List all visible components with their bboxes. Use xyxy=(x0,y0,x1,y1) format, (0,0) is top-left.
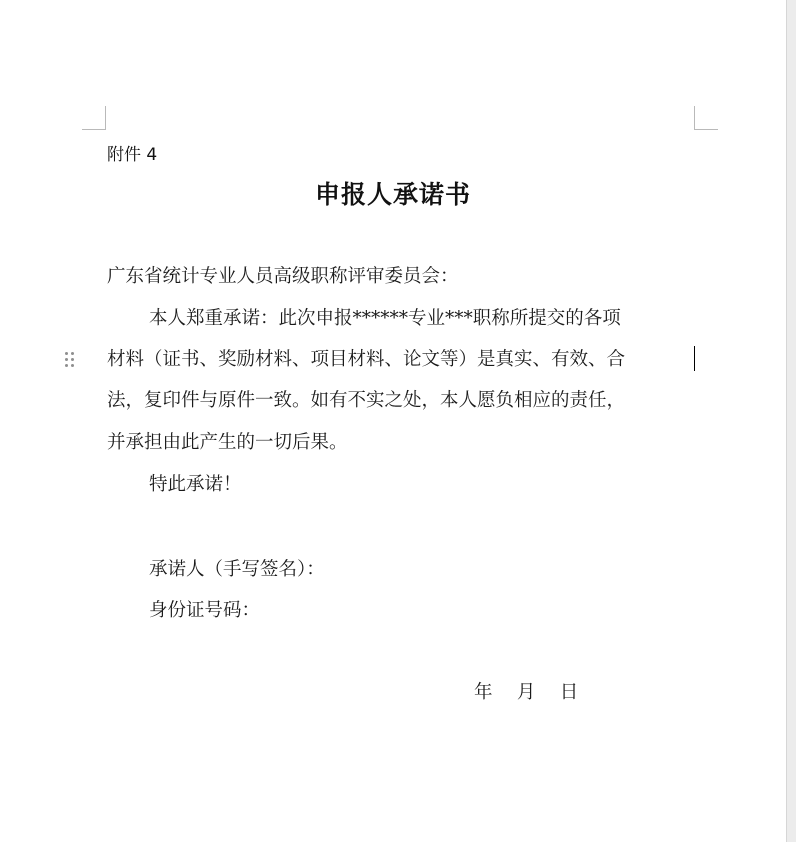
margin-corner-mark-top-right xyxy=(694,106,718,130)
closing-line[interactable]: 特此承诺！ xyxy=(149,474,242,495)
pledge-line-4[interactable]: 并承担由此产生的一切后果。 xyxy=(107,432,348,453)
pledge-line-2[interactable]: 材料（证书、奖励材料、项目材料、论文等）是真实、有效、合 xyxy=(107,349,626,370)
drag-handle-icon[interactable] xyxy=(64,351,76,367)
document-title: 申报人承诺书 xyxy=(314,180,471,209)
date-line[interactable]: 年 月 日 xyxy=(474,682,579,703)
addressee-line[interactable]: 广东省统计专业人员高级职称评审委员会： xyxy=(107,266,459,287)
pledge-line-3[interactable]: 法，复印件与原件一致。如有不实之处，本人愿负相应的责任， xyxy=(107,390,626,411)
pledge-line-1[interactable]: 本人郑重承诺：此次申报******专业***职称所提交的各项 xyxy=(149,308,621,329)
attachment-label: 附件 4 xyxy=(107,145,158,165)
window-edge xyxy=(786,0,796,842)
id-number-line[interactable]: 身份证号码： xyxy=(149,600,261,621)
margin-corner-mark-top-left xyxy=(82,106,106,130)
signature-line[interactable]: 承诺人（手写签名）： xyxy=(149,559,325,580)
text-cursor xyxy=(694,346,695,371)
